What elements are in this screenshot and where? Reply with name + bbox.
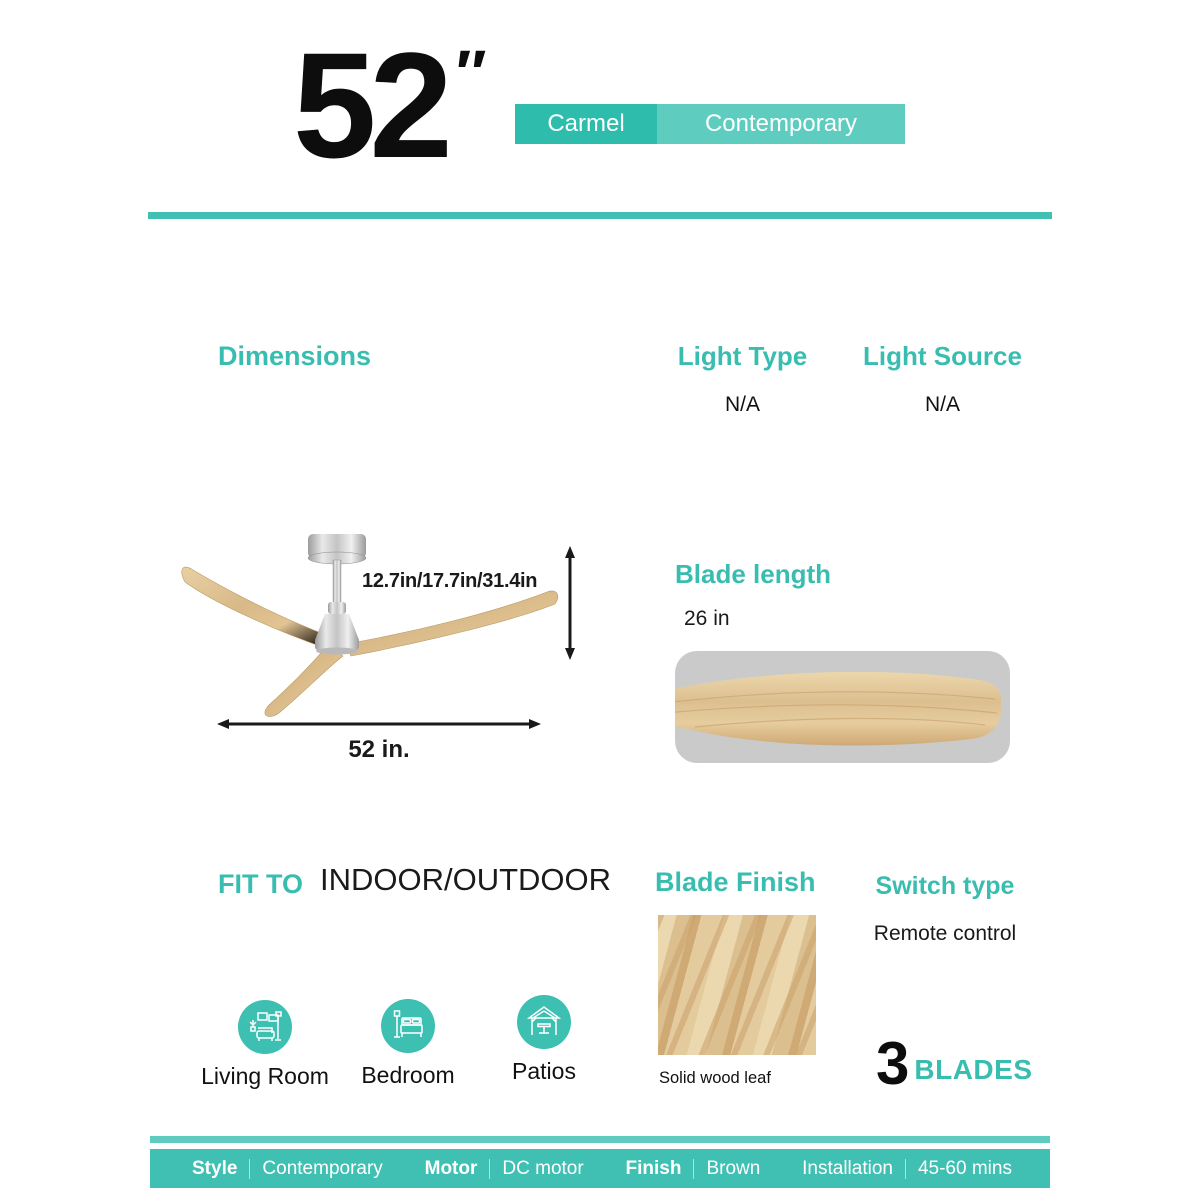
dimensions-heading: Dimensions [218, 341, 372, 371]
room-label: Living Room [201, 1063, 329, 1089]
wood-finish-swatch [658, 915, 816, 1055]
wood-finish-caption: Solid wood leaf [659, 1069, 771, 1087]
product-badge [515, 104, 905, 144]
footer-accent-line [150, 1136, 1050, 1143]
header-divider [148, 212, 1052, 219]
spec-label: Style [192, 1157, 238, 1179]
living-room-icon [238, 1000, 292, 1054]
blade-length-value: 26 in [684, 607, 730, 630]
spec-separator [693, 1159, 694, 1179]
light-source-heading: Light Source [863, 341, 1022, 371]
blade-count [876, 1030, 1033, 1097]
single-blade-illustration [675, 651, 1010, 763]
room-label: Bedroom [361, 1062, 455, 1088]
spec-value: Brown [706, 1157, 761, 1179]
blade-length-figure [675, 651, 1010, 763]
footer-spec-style [192, 1158, 383, 1180]
spec-value: 45-60 mins [917, 1157, 1012, 1179]
blade-length-heading: Blade length [675, 559, 832, 589]
spec-value: Contemporary [262, 1157, 383, 1179]
fan-motor-and-downrod [308, 534, 366, 655]
room-patios [469, 995, 619, 1085]
footer-spec-motor [425, 1158, 584, 1180]
room-living [190, 1000, 340, 1090]
fit-to-value: INDOOR/OUTDOOR [320, 862, 612, 897]
fit-to-heading: FIT TO [218, 869, 303, 899]
badge-product-name: Carmel [515, 104, 657, 144]
patio-icon [517, 995, 571, 1049]
spec-label: Finish [625, 1157, 682, 1179]
light-type-value: N/A [724, 393, 760, 416]
blade-count-label: BLADES [914, 1054, 1033, 1085]
footer-spec-finish [626, 1158, 761, 1180]
footer-spec-installation [802, 1158, 1012, 1180]
fan-size-number: 52 [293, 21, 446, 189]
fan-width-dimension-label: 52 in. [348, 736, 410, 763]
light-type-heading: Light Type [677, 341, 808, 371]
inch-prime-mark: ″ [455, 37, 487, 109]
width-arrow [217, 719, 541, 729]
footer-spec-bar [150, 1149, 1050, 1188]
spec-separator [249, 1159, 250, 1179]
room-bedroom [333, 999, 483, 1089]
ceiling-fan-illustration [165, 520, 585, 770]
switch-type-heading: Switch type [875, 872, 1015, 900]
spec-label: Installation [802, 1157, 893, 1179]
fan-size-display [293, 21, 487, 189]
light-source-column [850, 341, 1035, 417]
bedroom-icon [381, 999, 435, 1053]
room-label: Patios [512, 1058, 576, 1084]
spec-separator [905, 1159, 906, 1179]
fan-height-dimension-label: 12.7in/17.7in/31.4in [362, 570, 538, 592]
switch-type-value: Remote control [873, 922, 1017, 945]
spec-label: Motor [424, 1157, 478, 1179]
spec-separator [489, 1159, 490, 1179]
light-source-value: N/A [924, 393, 960, 416]
spec-value: DC motor [502, 1157, 584, 1179]
badge-style-name: Contemporary [657, 104, 905, 144]
blade-count-number: 3 [876, 1030, 910, 1097]
height-arrow [565, 546, 575, 660]
light-type-column [655, 341, 830, 417]
blade-finish-heading: Blade Finish [655, 867, 816, 897]
